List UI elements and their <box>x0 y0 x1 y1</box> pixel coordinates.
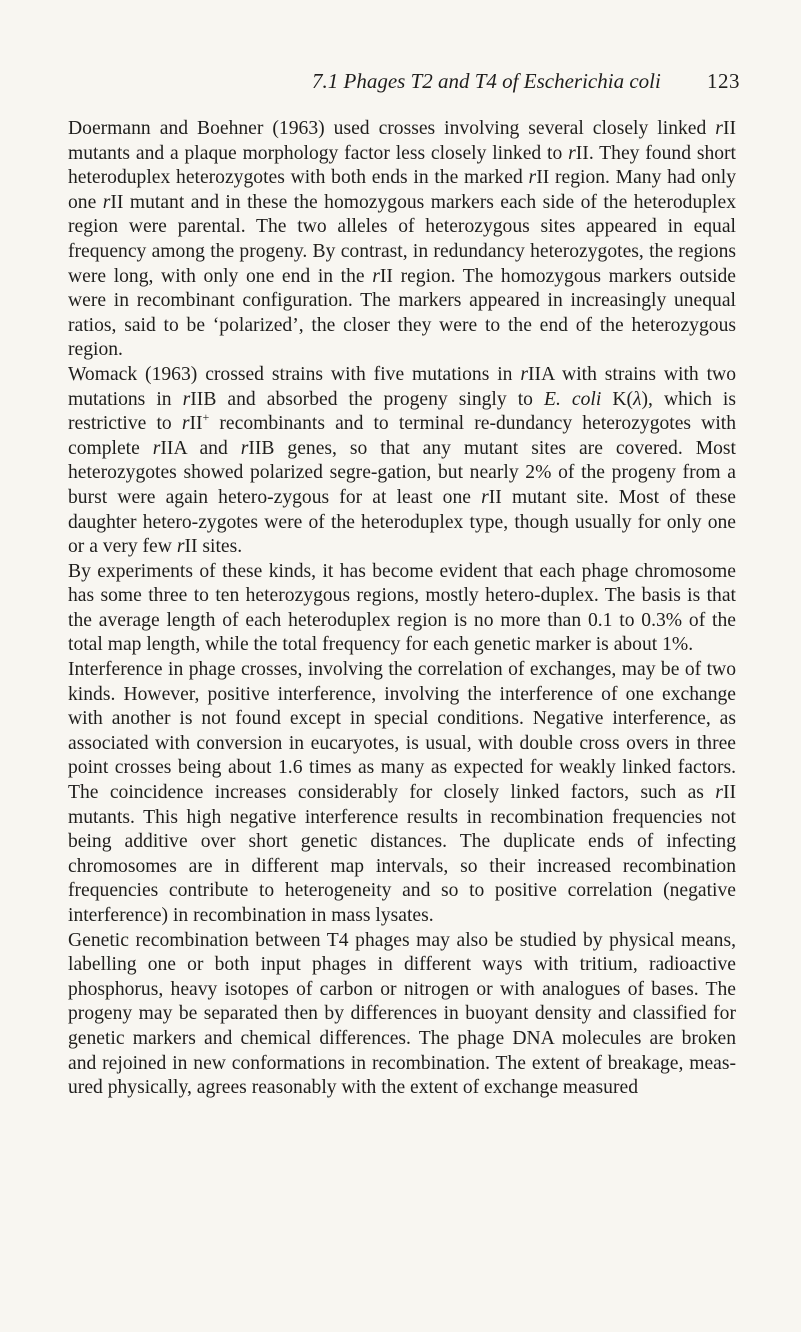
text-run: ), which is restrictive to <box>68 388 736 435</box>
italic-run: r <box>372 265 380 287</box>
italic-run: r <box>715 118 723 139</box>
text-run: IIA with strains with two mutations in <box>68 363 736 410</box>
text-run: IIB genes, so that any mutant sites are covered. Most heterozygotes showed polarized segre-gation, but nearly 2% of the progeny from a burst were again hetero-zygous for at least one <box>68 437 736 508</box>
paragraph-5 <box>68 929 736 1101</box>
text-run: IIA and <box>160 437 241 459</box>
text-run: II mutants and a plaque morphology factor less closely linked to <box>68 118 736 164</box>
running-title: 7.1 Phages T2 and T4 of Escherichia coli <box>312 69 661 93</box>
italic-run: r <box>181 413 190 435</box>
italic-run: r <box>481 486 489 508</box>
italic-run: r <box>152 437 161 459</box>
paragraph-1 <box>68 117 736 363</box>
superscript: + <box>202 410 210 425</box>
text-run: II mutant site. Most of these daughter hetero-zygotes were of the heteroduplex type, though usually for only one or a very few <box>68 486 736 558</box>
italic-run: r <box>182 388 191 410</box>
text-run: Interference in phage crosses, involving the correlation of exchanges, may be of two kinds. However, positive interference, involving the interference of one exchange with another is not found except in special conditions. Negative interference, as associated with conversion in eucaryotes, is usual, with double cross overs in three point crosses being about 1.6 times as many as expected for weakly linked factors. The coincidence increases considerably for closely linked factors, such as <box>68 659 736 804</box>
italic-run: r <box>240 437 249 459</box>
text-run: II mutants. This high negative interference results in recombination frequencies not being additive over short genetic distances. The duplicate ends of infecting chromosomes are in different map intervals, so their increased recombination frequencies contribute to heterogeneity and so to positive correlation (negative interference) in recombination in mass lysates. <box>68 782 736 926</box>
italic-run: E. coli <box>544 388 602 410</box>
text-run: K( <box>601 388 634 410</box>
italic-run: r <box>715 782 723 804</box>
text-run: Womack (1963) crossed strains with five mutations in <box>68 363 521 385</box>
text-run: II <box>189 413 203 435</box>
text-run: II region. Many had only one <box>68 167 736 213</box>
italic-run: r <box>568 142 576 164</box>
text-run: By experiments of these kinds, it has become evident that each phage chromosome has some three to ten heterozygous regions, mostly hetero-duplex. The basis is that the average length of each heteroduplex region is no more than 0.1 to 0.3% of the total map length, while the total frequency for each genetic marker is about 1%. <box>68 560 736 656</box>
text-run: Genetic recombination between T4 phages may also be studied by physical means, labelling one or both input phages in different ways with tritium, radioactive phosphorus, heavy isotopes of carbon or nitrogen or with analogues of bases. The progeny may be separated then by differences in buoyant density and classified for genetic markers and chemical differences. The phage DNA molecules are broken and rejoined in new conformations in recombination. The extent of breakage, meas-ured physically, agrees reasonably with the extent of exchange measured <box>68 929 736 1099</box>
text-run: II sites. <box>184 536 243 558</box>
italic-run: r <box>528 167 537 189</box>
italic-run: r <box>102 191 111 213</box>
text-run: recombinants and to terminal re-dundancy heterozygotes with complete <box>68 413 737 459</box>
italic-run: λ <box>633 388 642 410</box>
running-header <box>300 66 740 96</box>
text-run: II. They found short heteroduplex heterozygotes with both ends in the marked <box>68 142 737 189</box>
italic-run: r <box>176 536 185 558</box>
body-text <box>68 117 736 1101</box>
text-run: IIB and absorbed the progeny singly to <box>190 388 544 410</box>
paragraph-3 <box>68 560 736 658</box>
text-run: II region. The homozygous markers outside were in recombinant configuration. The markers appeared in increasingly unequal ratios, said to be ‘polarized’, the closer they were to the end of the heterozygous region. <box>68 265 737 361</box>
text-run: Doermann and Boehner (1963) used crosses involving several closely linked <box>68 118 716 139</box>
paragraph-2 <box>68 363 736 560</box>
italic-run: r <box>520 363 529 385</box>
page-number: 123 <box>707 69 740 93</box>
paragraph-4 <box>68 658 736 929</box>
text-run: II mutant and in these the homozygous markers each side of the heteroduplex region were parental. The two alleles of heterozygous sites appeared in equal frequency among the progeny. By contrast, in redundancy heterozygotes, the regions were long, with only one end in the <box>68 191 736 287</box>
